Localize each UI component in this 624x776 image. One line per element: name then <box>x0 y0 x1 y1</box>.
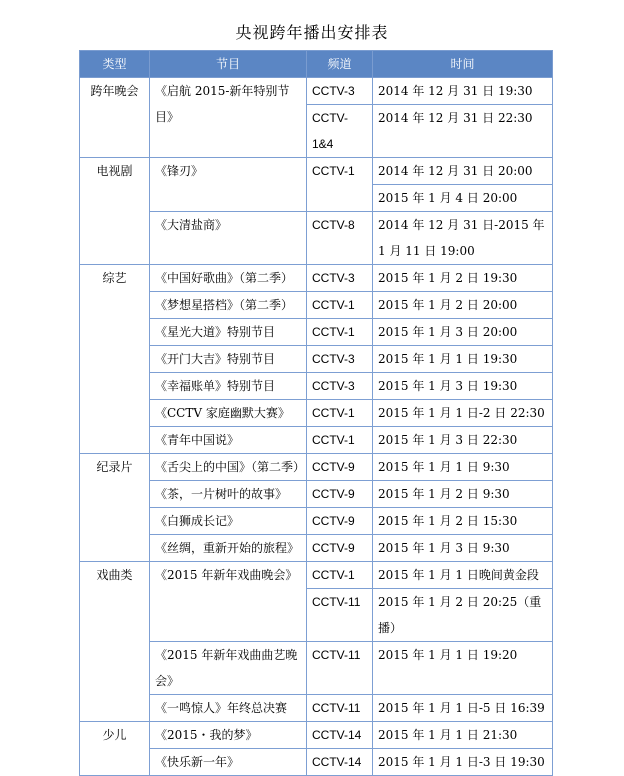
program-cell: 《一鸣惊人》年终总决赛 <box>150 695 307 722</box>
table-row <box>80 265 553 292</box>
program-cell: 《2015 年新年戏曲晚会》 <box>150 562 307 642</box>
program-cell: 《CCTV 家庭幽默大赛》 <box>150 400 307 427</box>
table-row <box>80 427 553 454</box>
time-cell: 2015 年 1 月 1 日 9:30 <box>373 454 553 481</box>
channel-cell: CCTV-11 <box>307 642 373 695</box>
time-cell: 2015 年 1 月 3 日 19:30 <box>373 373 553 400</box>
program-cell: 《丝绸，重新开始的旅程》 <box>150 535 307 562</box>
program-cell: 《快乐新一年》 <box>150 749 307 776</box>
table-row <box>80 292 553 319</box>
time-cell: 2015 年 1 月 1 日 21:30 <box>373 722 553 749</box>
program-cell: 《梦想星搭档》（第二季） <box>150 292 307 319</box>
time-cell: 2014 年 12 月 31 日-2015 年 1 月 11 日 19:00 <box>373 212 553 265</box>
table-row <box>80 400 553 427</box>
time-cell: 2015 年 1 月 2 日 15:30 <box>373 508 553 535</box>
table-row <box>80 78 553 105</box>
channel-cell: CCTV-9 <box>307 535 373 562</box>
channel-cell: CCTV-1 <box>307 158 373 212</box>
channel-cell: CCTV-9 <box>307 454 373 481</box>
channel-cell: CCTV-3 <box>307 265 373 292</box>
table-row <box>80 319 553 346</box>
table-row <box>80 722 553 749</box>
page-title: 央视跨年播出安排表 <box>235 23 389 42</box>
table-row <box>80 642 553 695</box>
header-program: 节目 <box>150 51 307 78</box>
program-cell: 《青年中国说》 <box>150 427 307 454</box>
table-row <box>80 373 553 400</box>
time-cell: 2014 年 12 月 31 日 22:30 <box>373 105 553 158</box>
channel-cell: CCTV-1 <box>307 292 373 319</box>
type-cell: 综艺 <box>80 265 150 454</box>
time-cell: 2015 年 1 月 2 日 9:30 <box>373 481 553 508</box>
time-cell: 2015 年 1 月 1 日-3 日 19:30 <box>373 749 553 776</box>
channel-cell: CCTV-14 <box>307 722 373 749</box>
time-cell: 2015 年 1 月 1 日-5 日 16:39 <box>373 695 553 722</box>
channel-cell: CCTV-3 <box>307 346 373 373</box>
channel-cell: CCTV-1 <box>307 400 373 427</box>
schedule-table <box>79 50 553 776</box>
channel-cell: CCTV-11 <box>307 589 373 642</box>
program-cell: 《茶，一片树叶的故事》 <box>150 481 307 508</box>
time-cell: 2015 年 1 月 2 日 19:30 <box>373 265 553 292</box>
time-cell: 2014 年 12 月 31 日 20:00 <box>373 158 553 185</box>
time-cell: 2015 年 1 月 1 日-2 日 22:30 <box>373 400 553 427</box>
type-cell: 电视剧 <box>80 158 150 265</box>
time-cell: 2015 年 1 月 3 日 20:00 <box>373 319 553 346</box>
header-time: 时间 <box>373 51 553 78</box>
time-cell: 2015 年 1 月 1 日晚间黄金段 <box>373 562 553 589</box>
type-cell: 纪录片 <box>80 454 150 562</box>
program-cell: 《星光大道》特别节目 <box>150 319 307 346</box>
table-row <box>80 508 553 535</box>
table-row <box>80 212 553 265</box>
time-cell: 2015 年 1 月 4 日 20:00 <box>373 185 553 212</box>
table-row <box>80 481 553 508</box>
channel-cell: CCTV-9 <box>307 508 373 535</box>
table-row <box>80 346 553 373</box>
program-cell: 《舌尖上的中国》（第二季） <box>150 454 307 481</box>
channel-cell: CCTV-9 <box>307 481 373 508</box>
table-row <box>80 749 553 776</box>
program-cell: 《白狮成长记》 <box>150 508 307 535</box>
program-cell: 《幸福账单》特别节目 <box>150 373 307 400</box>
program-cell: 《2015 年新年戏曲曲艺晚会》 <box>150 642 307 695</box>
time-cell: 2015 年 1 月 1 日 19:20 <box>373 642 553 695</box>
program-cell: 《中国好歌曲》（第二季） <box>150 265 307 292</box>
table-row <box>80 562 553 589</box>
type-cell: 跨年晚会 <box>80 78 150 158</box>
channel-cell: CCTV-3 <box>307 373 373 400</box>
header-channel: 频道 <box>307 51 373 78</box>
type-cell: 戏曲类 <box>80 562 150 722</box>
program-cell: 《锋刃》 <box>150 158 307 212</box>
time-cell: 2015 年 1 月 3 日 9:30 <box>373 535 553 562</box>
program-cell: 《大清盐商》 <box>150 212 307 265</box>
time-cell: 2014 年 12 月 31 日 19:30 <box>373 78 553 105</box>
header-type: 类型 <box>80 51 150 78</box>
time-cell: 2015 年 1 月 1 日 19:30 <box>373 346 553 373</box>
channel-cell: CCTV-3 <box>307 78 373 105</box>
time-cell: 2015 年 1 月 2 日 20:00 <box>373 292 553 319</box>
program-cell: 《启航 2015-新年特别节目》 <box>150 78 307 158</box>
channel-cell: CCTV-8 <box>307 212 373 265</box>
channel-cell: CCTV-1 <box>307 427 373 454</box>
channel-cell: CCTV-11 <box>307 695 373 722</box>
program-cell: 《开门大吉》特别节目 <box>150 346 307 373</box>
table-row <box>80 158 553 185</box>
channel-cell: CCTV-1 <box>307 319 373 346</box>
program-cell: 《2015・我的梦》 <box>150 722 307 749</box>
table-row <box>80 695 553 722</box>
type-cell: 少儿 <box>80 722 150 776</box>
channel-cell: CCTV-1 <box>307 562 373 589</box>
channel-cell: CCTV-1&4 <box>307 105 373 158</box>
table-header-row <box>80 51 553 78</box>
time-cell: 2015 年 1 月 2 日 20:25（重播） <box>373 589 553 642</box>
table-row <box>80 535 553 562</box>
channel-cell: CCTV-14 <box>307 749 373 776</box>
time-cell: 2015 年 1 月 3 日 22:30 <box>373 427 553 454</box>
table-row <box>80 454 553 481</box>
